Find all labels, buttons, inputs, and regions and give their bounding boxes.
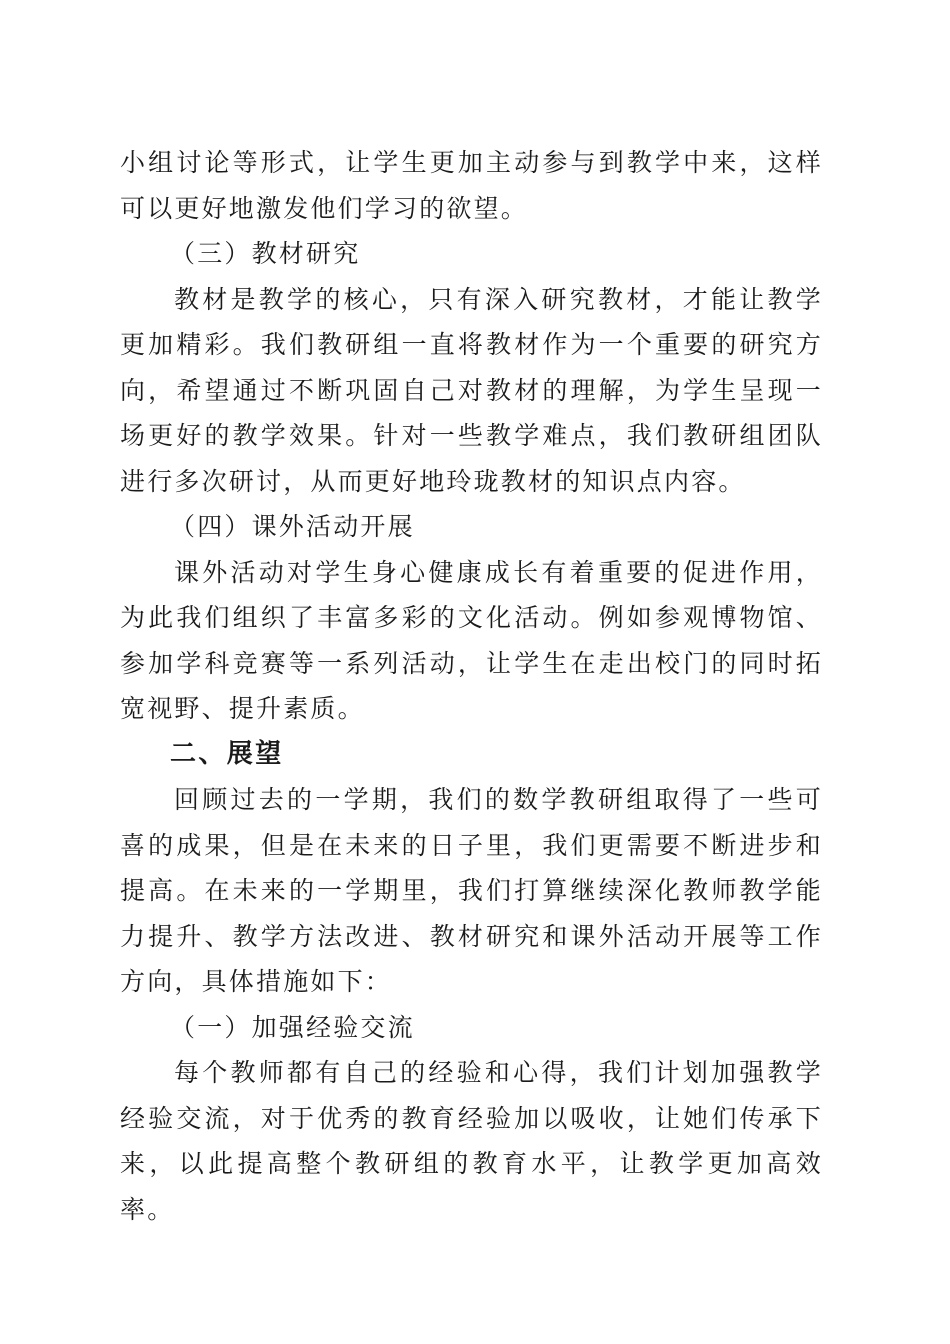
paragraph-extracurricular-activities: 课外活动对学生身心健康成长有着重要的促进作用，为此我们组织了丰富多彩的文化活动。例如参观博物馆、参加学科竞赛等一系列活动，让学生在走出校门的同时拓宽视野、提升素质。 <box>120 557 823 723</box>
document-body <box>120 140 823 1232</box>
paragraph-outlook: 回顾过去的一学期，我们的数学教研组取得了一些可喜的成果，但是在未来的日子里，我们更需要不断进步和提高。在未来的一学期里，我们打算继续深化教师教学能力提升、教学方法改进、教材研究和课外活动开展等工作方向，具体措施如下： <box>120 785 823 996</box>
paragraph-discussion-continuation: 小组讨论等形式，让学生更加主动参与到教学中来，这样可以更好地激发他们学习的欲望。 <box>120 148 823 223</box>
section-heading-outlook: 二、展望 <box>170 738 284 769</box>
subheading-experience-exchange: （一）加强经验交流 <box>170 1012 415 1042</box>
subheading-extracurricular-activities: （四）课外活动开展 <box>170 512 415 541</box>
subheading-textbook-research: （三）教材研究 <box>170 239 361 268</box>
paragraph-textbook-research: 教材是教学的核心，只有深入研究教材，才能让教学更加精彩。我们教研组一直将教材作为一个重要的研究方向，希望通过不断巩固自己对教材的理解，为学生呈现一场更好的教学效果。针对一些教学难点，我们教研组团队进行多次研讨，从而更好地玲珑教材的知识点内容。 <box>120 284 823 496</box>
paragraph-experience-exchange: 每个教师都有自己的经验和心得，我们计划加强教学经验交流，对于优秀的教育经验加以吸收，让她们传承下来，以此提高整个教研组的教育水平，让教学更加高效率。 <box>120 1058 823 1224</box>
